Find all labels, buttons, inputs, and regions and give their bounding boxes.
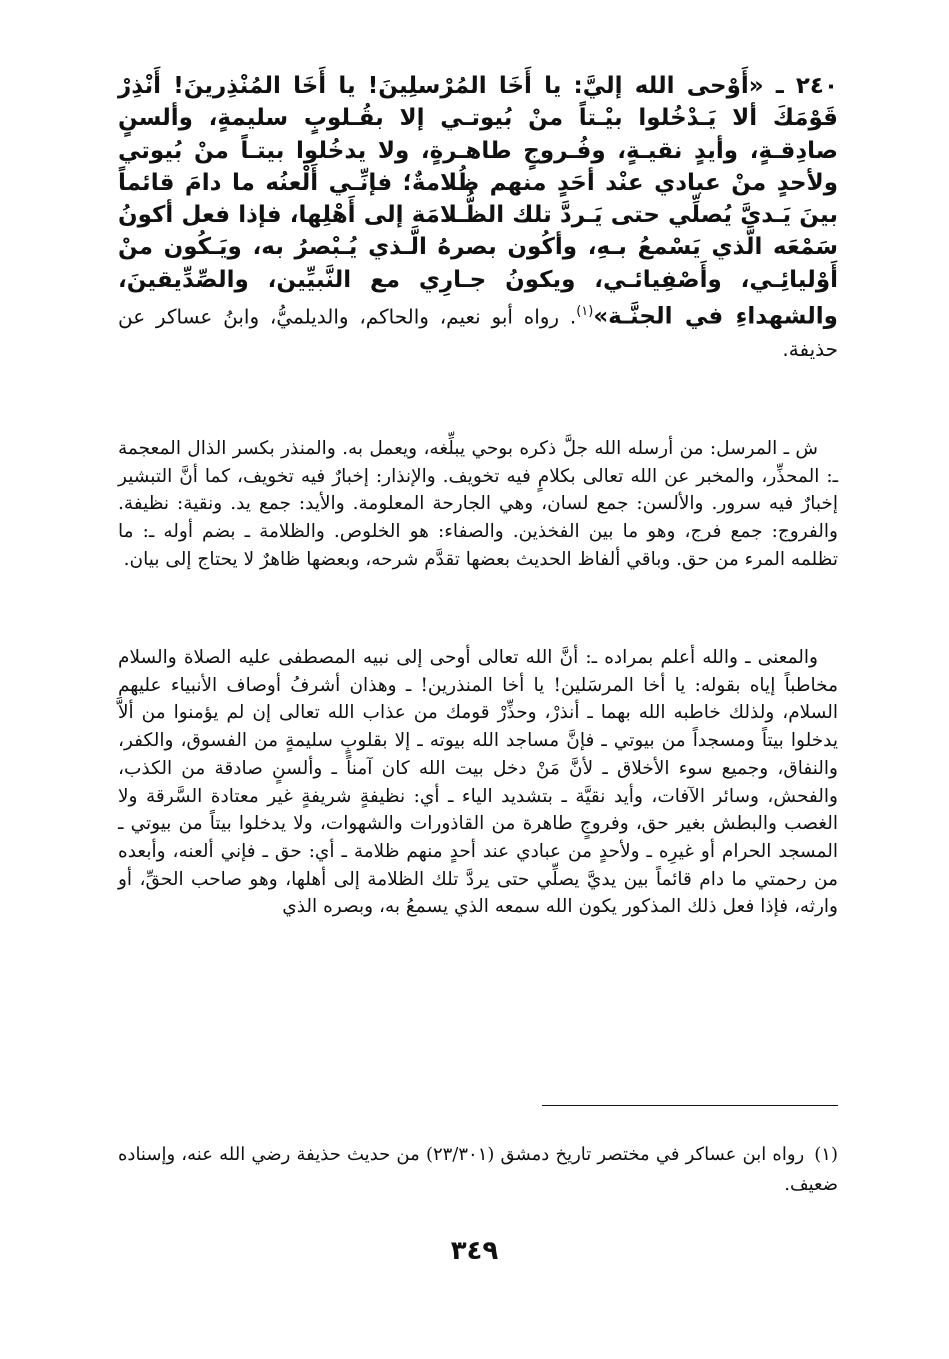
- hadith-number: ٢٤٠ ـ: [775, 73, 838, 99]
- hadith-text: [118, 70, 838, 365]
- hadith-body: «أَوْحى الله إليَّ: يا أَخَا المُرْسلِينَ! يا أَخَا المُنْذِرينَ! أَنْذِرْ قَوْمَكَ ألا يَـدْخُلوا بيْـتاً منْ بُيوتـي إلا بقُـلوبٍ سليمةٍ، وألسنٍ صادِقـةٍ، وأيدٍ نقيـةٍ، وفُـروجٍ طاهـرةٍ، ولا يدخُلوا بيتـاً منْ بُيوتي ولأحدٍ منْ عبادي عنْد أحَدٍ منهم ظُلامةٌ؛ فإنِّـي أَلْعنُه ما دامَ قائماً بينَ يَـديَّ يُصلِّي حتى يَـردَّ تلك الظُّـلامَة إلى أَهْلِها، فإذا فعل أكونُ سَمْعَه الَّذي يَسْمعُ بـهِ، وأكُون بصرهُ الَّـذي يُـبْصرُ به، ويَـكُون منْ أَوْليائِـي، وأَصْفِيائـي، ويكونُ جـارِي مع النَّبيِّين، والصِّدِّيقينَ، والشهداءِ في الجنَّـة»: [118, 73, 838, 330]
- footnote-text: رواه ابن عساكر في مختصر تاريخ دمشق (٢٣/٣٠١) من حديث حذيفة رضي الله عنه، وإسناده ضعيف.: [118, 1144, 838, 1195]
- page-number: ٣٤٩: [450, 1236, 499, 1266]
- footnote-label: (١): [814, 1144, 838, 1165]
- footnote-divider: [542, 1105, 838, 1106]
- commentary-gloss: ش ـ المرسل: من أرسله الله جلَّ ذكره بوحي يبلِّغه، ويعمل به. والمنذر بكسر الذال المعجمة ـ: المحذِّر، والمخبر عن الله تعالى بكلامٍ فيه تخويف. والإنذار: إخبارٌ فيه تخويف، كما أنَّ التبشير إخبارٌ فيه سرور. والألسن: جمع لسان، وهي الجارحة المعلومة. والأيد: جمع يد. ونقية: نظيفة. والفروج: جمع فرج، وهو ما بين الفخذين. والصفاء: هو الخلوص. والظلامة ـ بضم أوله ـ: ما تظلمه المرء من حق. وباقي ألفاظ الحديث بعضها تقدَّم شرحه، وبعضها ظاهرٌ لا يحتاج إلى بيان.: [118, 438, 838, 570]
- hadith-source: . رواه أبو نعيم، والحاكم، والديلميُّ، وابنُ عساكر عن حذيفة.: [118, 304, 838, 362]
- footnote: [118, 1140, 838, 1200]
- commentary-meaning: والمعنى ـ والله أعلم بمراده ـ: أنَّ الله تعالى أوحى إلى نبيه المصطفى عليه الصلاة والسلام مخاطباً إياه بقوله: يا أخا المرسَلين! يا أخا المنذرين! ـ وهذان أشرفُ أوصاف الأنبياء عليهم السلام، ولذلك خاطبه الله بهما ـ أنذرْ، وحذِّرْ قومك من عذاب الله تعالى إن لم يؤمنوا من ألاَّ يدخلوا بيتاً ومسجداً من بيوتي ـ فإنَّ مساجد الله بيوته ـ إلا بقلوبٍ سليمةٍ من الفسوق، والكفر، والنفاق، وجميع سوء الأخلاق ـ لأنَّ مَنْ دخل بيت الله كان آمناً ـ وألسنٍ صادقة من الكذب، والفحش، وسائر الآفات، وأيد نقيَّة ـ بتشديد الياء ـ أي: نظيفةٍ شريفةٍ غير معتادة السَّرقة ولا الغصب والبطش بغير حق، وفروجٍ طاهرة من القاذورات والشهوات، ولا يدخلوا بيتاً من بيوتي ـ المسجد الحرام أو غيرِه ـ ولأحدٍ من عبادي عند أحدٍ منهم ظلامة ـ أي: حق ـ فإني ألعنه، وأبعده من رحمتي ما دام قائماً بين يديَّ يصلِّي حتى يردَّ تلك الظلامة إلى أهلها، وهو صاحب الحقِّ، أو وارثه، فإذا فعل ذلك المذكور يكون الله سمعه الذي يسمعُ به، وبصره الذي: [118, 647, 838, 918]
- page-body: [118, 70, 838, 918]
- footnote-marker[interactable]: (١): [576, 304, 594, 320]
